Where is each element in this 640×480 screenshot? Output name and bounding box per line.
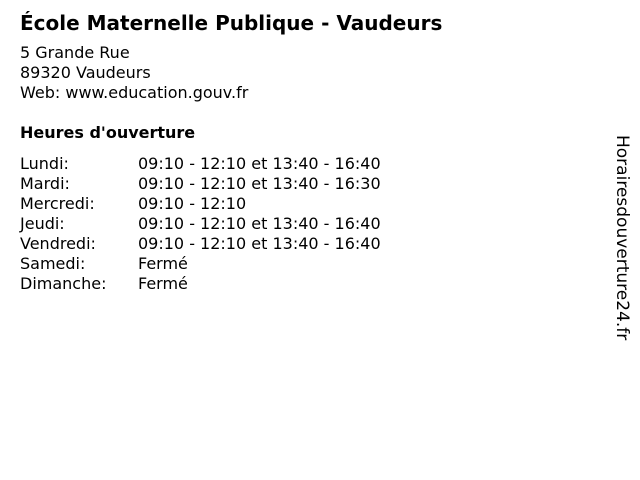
day-label: Samedi: (20, 254, 86, 273)
time-value: 09:10 - 12:10 et 13:40 - 16:30 (138, 174, 381, 193)
time-value: Fermé (138, 274, 188, 293)
day-label: Vendredi: (20, 234, 96, 253)
time-value: 09:10 - 12:10 et 13:40 - 16:40 (138, 234, 381, 253)
day-label: Dimanche: (20, 274, 107, 293)
day-label: Mercredi: (20, 194, 95, 213)
time-value: 09:10 - 12:10 et 13:40 - 16:40 (138, 214, 381, 233)
day-label: Mardi: (20, 174, 70, 193)
page-title: École Maternelle Publique - Vaudeurs (20, 11, 443, 35)
day-label: Jeudi: (20, 214, 65, 233)
address-street: 5 Grande Rue (20, 43, 130, 62)
time-value: Fermé (138, 254, 188, 273)
day-label: Lundi: (20, 154, 69, 173)
time-value: 09:10 - 12:10 (138, 194, 247, 213)
address-city: 89320 Vaudeurs (20, 63, 151, 82)
address-block (20, 43, 248, 103)
time-value: 09:10 - 12:10 et 13:40 - 16:40 (138, 154, 381, 173)
watermark-text: Horairesdouverture24.fr (612, 135, 632, 341)
hours-heading: Heures d'ouverture (20, 123, 196, 142)
website-line: Web: www.education.gouv.fr (20, 83, 249, 102)
site-watermark (612, 135, 632, 373)
